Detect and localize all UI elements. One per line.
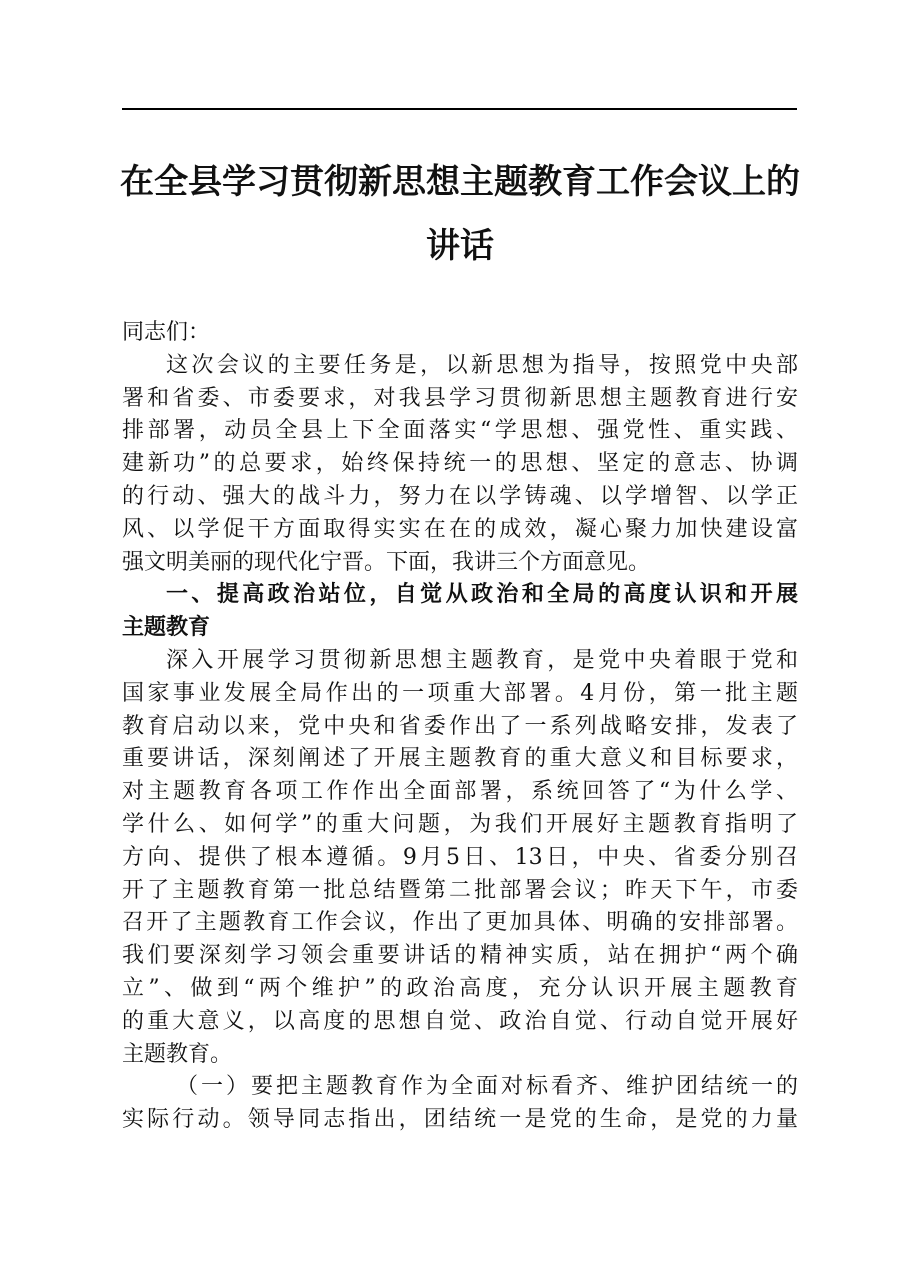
paragraph-line: 署和省委、市委要求，对我县学习贯彻新思想主题教育进行安 — [122, 385, 798, 411]
title-line-1: 在全县学习贯彻新思想主题教育工作会议上的 — [120, 162, 800, 202]
paragraph-line: 教育启动以来，党中央和省委作出了一系列战略安排，发表了 — [122, 713, 798, 739]
section-heading: 主题教育 — [122, 615, 211, 641]
paragraph-line: 我们要深刻学习领会重要讲话的精神实质，站在拥护“两个确 — [122, 943, 798, 969]
paragraph-line: 实际行动。领导同志指出，团结统一是党的生命，是党的力量 — [122, 1107, 798, 1133]
section-heading: 一、提高政治站位，自觉从政治和全局的高度认识和开展 — [166, 582, 798, 608]
paragraph-line: 开了主题教育第一批总结暨第二批部署会议；昨天下午，市委 — [122, 877, 798, 903]
paragraph-line: 对主题教育各项工作作出全面部署，系统回答了“为什么学、 — [122, 779, 798, 805]
title-line-2: 讲话 — [426, 226, 494, 266]
paragraph-line: 重要讲话，深刻阐述了开展主题教育的重大意义和目标要求， — [122, 746, 798, 772]
document-title — [110, 150, 810, 278]
paragraph-line: 方向、提供了根本遵循。9月5日、13日，中央、省委分别召 — [122, 844, 798, 870]
paragraph-line: 立”、做到“两个维护”的政治高度，充分认识开展主题教育 — [122, 975, 798, 1001]
document-body — [122, 317, 798, 1137]
subsection-line: （一）要把主题教育作为全面对标看齐、维护团结统一的 — [176, 1074, 798, 1100]
paragraph-line: 深入开展学习贯彻新思想主题教育，是党中央着眼于党和 — [166, 647, 798, 673]
header-rule — [122, 108, 797, 110]
paragraph-line: 风、以学促干方面取得实实在在的成效，凝心聚力加快建设富 — [122, 516, 798, 542]
paragraph-line: 召开了主题教育工作会议，作出了更加具体、明确的安排部署。 — [122, 910, 798, 936]
paragraph-line: 学什么、如何学”的重大问题，为我们开展好主题教育指明了 — [122, 811, 798, 837]
salutation: 同志们： — [122, 320, 211, 345]
paragraph-line: 国家事业发展全局作出的一项重大部署。4月份，第一批主题 — [122, 680, 798, 706]
paragraph-line: 这次会议的主要任务是，以新思想为指导，按照党中央部 — [166, 352, 798, 378]
paragraph-line: 主题教育。 — [122, 1041, 233, 1067]
paragraph-line: 排部署，动员全县上下全面落实“学思想、强党性、重实践、 — [122, 418, 798, 444]
paragraph-line: 强文明美丽的现代化宁晋。下面，我讲三个方面意见。 — [122, 549, 651, 575]
paragraph-line: 建新功”的总要求，始终保持统一的思想、坚定的意志、协调 — [122, 451, 798, 477]
paragraph-line: 的重大意义，以高度的思想自觉、政治自觉、行动自觉开展好 — [122, 1008, 798, 1034]
paragraph-line: 的行动、强大的战斗力，努力在以学铸魂、以学增智、以学正 — [122, 483, 798, 509]
